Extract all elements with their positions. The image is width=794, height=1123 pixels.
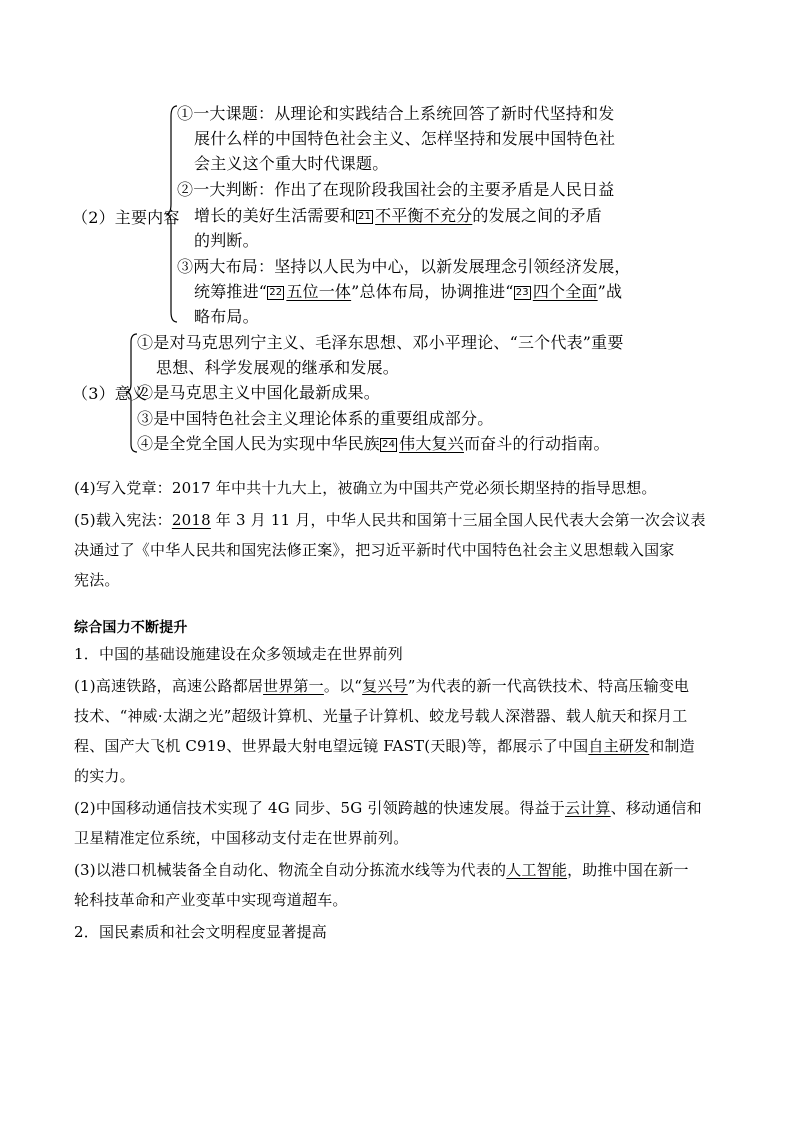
answer-number-21: 21 [358,211,372,222]
significance-label: （3）意义 [72,384,148,403]
paragraph-constitution-line-3: 宪法。 [74,571,120,589]
answer-great-rejuvenation: 伟大复兴 [399,434,464,453]
content-item-2-line-1: ②一大判断：作出了在现阶段我国社会的主要矛盾是人民日益 [177,180,615,199]
answer-five-in-one: 五位一体 [286,282,352,301]
significance-item-2: ②是马克思主义中国化最新成果。 [137,383,381,402]
mobile-line-2: 卫星精准定位系统，中国移动支付走在世界前列。 [74,829,409,847]
answer-number-23: 23 [515,287,529,298]
infrastructure-line-2: 技术、“神威·太湖之光”超级计算机、光量子计算机、蛟龙号载人深潜器、载人航天和探月工 [74,707,688,725]
answer-number-24: 24 [382,439,396,450]
content-item-3-line-3: 略布局。 [194,307,259,326]
answer-cloud-computing: 云计算 [565,799,611,817]
significance-item-4: ④是全党全国人民为实现中华民族 24 伟大复兴而奋斗的行动指南。 [137,434,610,453]
significance-item-3: ③是中国特色社会主义理论体系的重要组成部分。 [137,409,494,428]
content-item-1-line-1: ①一大课题：从理论和实践结合上系统回答了新时代坚持和发 [177,104,615,123]
answer-world-first: 世界第一 [263,677,324,695]
ai-line-2: 轮科技革命和产业变革中实现弯道超车。 [74,891,348,909]
significance-item-1-line-1: ①是对马克思列宁主义、毛泽东思想、邓小平理论、“三个代表”重要 [137,333,624,352]
section-item-1: 1．中国的基础设施建设在众多领域走在世界前列 [74,645,403,663]
infrastructure-line-4: 的实力。 [74,767,135,785]
ai-line-1: (3)以港口机械装备全自动化、物流全自动分拣流水线等为代表的人工智能，助推中国在新一 [74,861,689,879]
content-item-3-line-1: ③两大布局：坚持以人民为中心，以新发展理念引领经济发展， [177,257,631,276]
infrastructure-line-3: 程、国产大飞机 C919、世界最大射电望远镜 FAST(天眼)等，都展示了中国自主研发和制造 [74,737,695,755]
content-item-2-line-3: 的判断。 [194,231,259,250]
mobile-line-1: (2)中国移动通信技术实现了 4G 同步、5G 引领跨越的快速发展。得益于云计算、移动通信和 [74,799,702,817]
answer-four-comprehensives: 四个全面 [532,282,598,301]
paragraph-constitution-line-2: 决通过了《中华人民共和国宪法修正案》，把习近平新时代中国特色社会主义思想载入国家 [74,541,675,559]
infrastructure-line-1: (1)高速铁路，高速公路都居世界第一。以“复兴号”为代表的新一代高铁技术、特高压输变电 [74,677,690,695]
answer-fuxing: 复兴号 [362,677,408,695]
content-item-1-line-2: 展什么样的中国特色社会主义、怎样坚持和发展中国特色社 [194,129,616,148]
paragraph-party-constitution: (4)写入党章：2017 年中共十九大上，被确立为中国共产党必须长期坚持的指导思想。 [74,479,657,497]
content-item-1-line-3: 会主义这个重大时代课题。 [194,154,389,173]
section-item-2: 2．国民素质和社会文明程度显著提高 [74,923,327,941]
answer-number-22: 22 [269,287,283,298]
main-content-label: （2）主要内容 [72,208,180,227]
paragraph-constitution-line-1: (5)载入宪法：2018 年 3 月 11 月，中华人民共和国第十三届全国人民代表大会第一次会议表 [74,511,706,529]
section-heading: 综合国力不断提升 [74,620,188,636]
answer-ai: 人工智能 [506,861,568,879]
answer-independent-rd: 自主研发 [588,737,650,755]
answer-unbalanced: 不平衡不充分 [375,206,473,225]
significance-item-1-line-2: 思想、科学发展观的继承和发展。 [156,358,400,377]
year-2018: 2018 [171,511,211,529]
content-item-3-line-2: 统筹推进“ 22 五位一体”总体布局，协调推进“ 23 四个全面”战 [194,282,623,301]
content-item-2-line-2: 增长的美好生活需要和 21 不平衡不充分的发展之间的矛盾 [194,206,602,225]
